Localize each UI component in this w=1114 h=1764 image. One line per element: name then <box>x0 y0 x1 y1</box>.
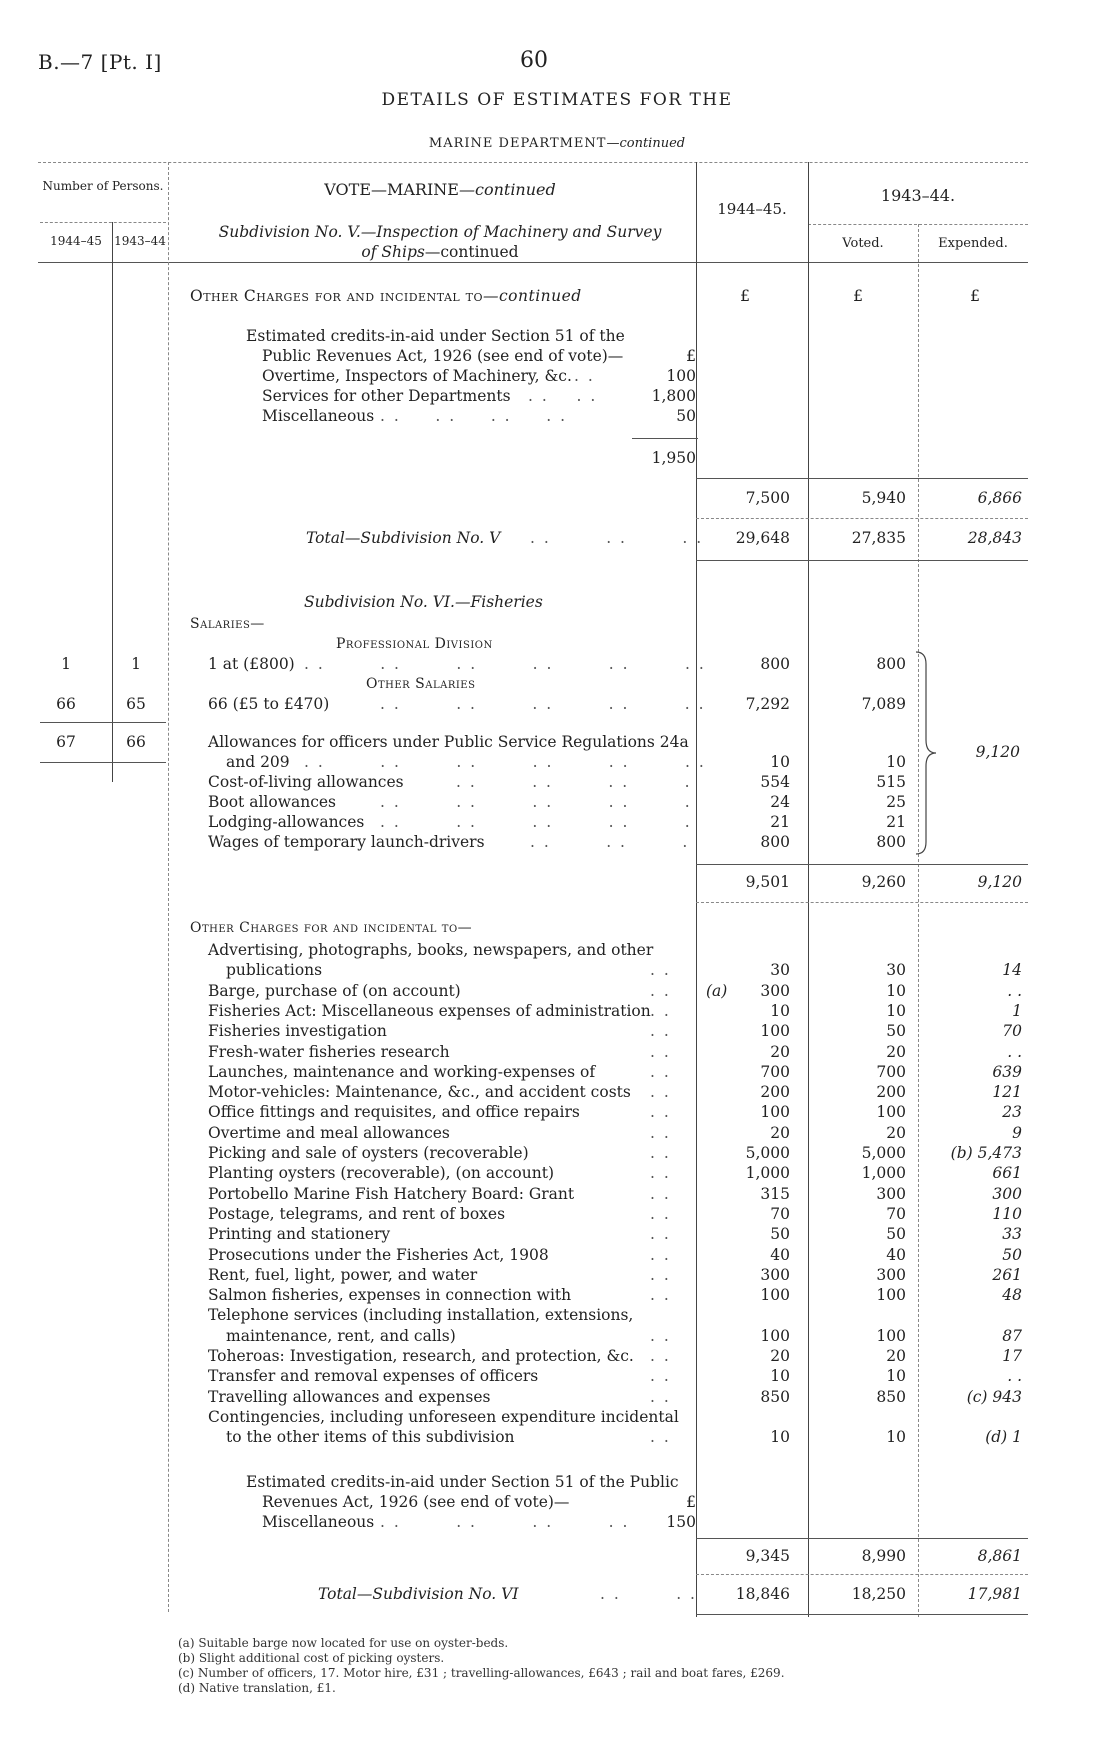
leader-dots: . . <box>650 1083 671 1102</box>
leader-dots: . . <box>650 1204 671 1223</box>
expended-header: Expended. <box>938 236 1008 251</box>
total-bottom-rule <box>696 560 1028 561</box>
header-top-rule <box>38 162 1028 163</box>
charge-1944: 300 <box>760 981 790 1000</box>
department-heading: MARINE DEPARTMENT—continued <box>428 136 686 151</box>
charge-item-label: Transfer and removal expenses of officers <box>208 1367 539 1386</box>
charges-total-rule <box>696 1538 1028 1539</box>
leader-dots: . . <box>574 367 595 385</box>
charge-item-label: Portobello Marine Fish Hatchery Board: Grant <box>208 1184 575 1203</box>
total-subdivision-vi-voted: 18,250 <box>851 1585 906 1603</box>
charge-expended: 300 <box>992 1184 1022 1203</box>
charge-expended: 14 <box>1002 961 1022 980</box>
charges-total-expended: 8,861 <box>977 1547 1022 1565</box>
leader-dots: . . <box>650 1367 671 1386</box>
charge-expended: 17 <box>1002 1347 1022 1365</box>
credits-total: 1,950 <box>651 449 696 467</box>
credit-item-value: 100 <box>666 367 696 385</box>
charge-1944: 100 <box>760 1286 790 1305</box>
leader-dots: . . <box>650 1001 671 1020</box>
allowance-1944: 800 <box>760 833 790 851</box>
charge-item-label: publications <box>226 961 323 980</box>
vote-title: VOTE—MARINE—continued <box>324 180 556 199</box>
salaries-total-rule <box>696 864 1028 865</box>
charge-1944: 700 <box>760 1062 790 1081</box>
charge-voted: 700 <box>876 1062 906 1081</box>
page-title: DETAILS OF ESTIMATES FOR THE <box>381 90 733 110</box>
charge-voted: 30 <box>886 961 906 980</box>
leader-dots: . . . . . . . . . <box>380 813 692 831</box>
document-reference: B.—7 [Pt. I] <box>38 50 162 74</box>
allowance-voted: 10 <box>886 753 906 771</box>
charge-item-label: Printing and stationery <box>208 1225 391 1244</box>
credits-text: Public Revenues Act, 1926 (see end of vote)— <box>262 347 624 365</box>
total-rule <box>696 1574 1028 1575</box>
charge-expended: 23 <box>1002 1103 1022 1122</box>
credits-text: Estimated credits-in-aid under Section 51 of the <box>246 327 625 345</box>
persons-1943: 65 <box>126 695 146 713</box>
charge-voted: 70 <box>886 1204 906 1223</box>
charge-item-label: Postage, telegrams, and rent of boxes <box>208 1204 506 1223</box>
charge-item-label: Rent, fuel, light, power, and water <box>208 1265 478 1284</box>
allowance-voted: 800 <box>876 833 906 851</box>
credit-item-value: 1,800 <box>651 387 696 405</box>
charge-1944: 315 <box>760 1184 790 1203</box>
subdivision-v-title: Subdivision No. V.—Inspection of Machinery and Survey of Ships—continued <box>218 223 662 261</box>
charge-item-label: Fisheries investigation <box>208 1022 387 1041</box>
charge-voted: 200 <box>876 1083 906 1102</box>
charge-expended: (b) 5,473 <box>950 1144 1022 1162</box>
charge-item-label: Motor-vehicles: Maintenance, &c., and accident costs <box>208 1083 631 1102</box>
leader-dots: . . <box>650 1245 671 1264</box>
charge-1944: 20 <box>770 1347 790 1365</box>
leader-dots: . . <box>650 1144 671 1162</box>
leader-dots: . . <box>650 1387 671 1406</box>
allowance-voted: 25 <box>886 793 906 811</box>
leader-dots: . . <box>650 1225 671 1244</box>
charge-voted: 100 <box>876 1326 906 1345</box>
leader-dots: . . . . . <box>530 833 690 851</box>
charge-expended: 9 <box>1012 1123 1022 1142</box>
leader-dots: . . <box>650 1265 671 1284</box>
charge-voted: 20 <box>886 1347 906 1365</box>
charge-expended: . . <box>1007 1042 1022 1061</box>
charge-expended: 261 <box>992 1265 1022 1284</box>
credits-pound-sign: £ <box>686 1493 696 1511</box>
allowance-voted: 21 <box>886 813 906 831</box>
charge-1944: 20 <box>770 1123 790 1142</box>
allowance-label: Allowances for officers under Public Service Regulations 24a <box>208 733 689 751</box>
charges-total-voted: 5,940 <box>861 489 906 507</box>
leader-dots: . . <box>650 1103 671 1122</box>
charge-expended: 48 <box>1002 1286 1022 1305</box>
persons-1944-header: 1944–45 <box>50 234 102 248</box>
leader-dots: . . . . . . . . . . . . <box>304 655 706 673</box>
leader-dots: . . . . . . . . <box>380 407 568 425</box>
salary-1944: 7,292 <box>745 695 790 713</box>
footnote: (b) Slight additional cost of picking oysters. <box>178 1651 445 1665</box>
charge-expended: 87 <box>1002 1326 1022 1345</box>
leader-dots: . . <box>650 981 671 1000</box>
pound-sign-expended: £ <box>970 287 980 305</box>
allowance-1944: 21 <box>770 813 790 831</box>
charge-voted: 50 <box>886 1022 906 1041</box>
charge-1944: 70 <box>770 1204 790 1223</box>
footnote: (a) Suitable barge now located for use on oyster-beds. <box>178 1636 509 1650</box>
charge-voted: 300 <box>876 1265 906 1284</box>
charge-item-label: Picking and sale of oysters (recoverable) <box>208 1144 529 1162</box>
salaries-total-expended: 9,120 <box>977 873 1022 891</box>
subdivision-vi-title: Subdivision No. VI.—Fisheries <box>304 593 543 611</box>
leader-dots: . . . . . . . . <box>380 1513 630 1531</box>
leader-dots: . . . . . . . . . . . . <box>304 753 706 771</box>
year-1944-header: 1944–45. <box>717 200 787 218</box>
charge-1944: 850 <box>760 1387 790 1406</box>
persons-1944: 1 <box>61 655 71 673</box>
credits-pound-sign: £ <box>686 347 696 365</box>
total-subdivision-v-label: Total—Subdivision No. V <box>306 529 501 547</box>
salaries-total-voted: 9,260 <box>861 873 906 891</box>
charge-1944: 5,000 <box>745 1144 790 1162</box>
charge-voted: 20 <box>886 1042 906 1061</box>
charge-1944: 10 <box>770 1428 790 1447</box>
charge-expended: (d) 1 <box>985 1428 1022 1447</box>
charge-1944: 200 <box>760 1083 790 1102</box>
credit-item-label: Miscellaneous <box>262 407 375 425</box>
leader-dots: . . <box>650 1164 671 1183</box>
charge-1944: 100 <box>760 1022 790 1041</box>
credit-item-value: 50 <box>676 407 696 425</box>
total-bottom-rule <box>696 1614 1028 1615</box>
charge-item-label: maintenance, rent, and calls) <box>226 1326 456 1345</box>
charges-total-1944: 7,500 <box>745 489 790 507</box>
leader-dots: . . <box>650 1286 671 1305</box>
professional-division-heading: Professional Division <box>336 636 493 652</box>
charge-1944: 40 <box>770 1245 790 1264</box>
allowance-voted: 515 <box>876 773 906 791</box>
charge-item-label: Travelling allowances and expenses <box>208 1387 491 1406</box>
total-rule <box>696 518 1028 519</box>
charge-voted: 100 <box>876 1103 906 1122</box>
persons-total-rule <box>40 722 166 723</box>
allowance-label: Wages of temporary launch-drivers <box>208 833 485 851</box>
charge-expended: 70 <box>1002 1022 1022 1041</box>
leader-dots: . . <box>650 1042 671 1061</box>
pound-sign-voted: £ <box>853 287 863 305</box>
salaries-brace <box>914 650 944 856</box>
charge-item-label: Contingencies, including unforeseen expenditure incidental <box>208 1407 679 1426</box>
leader-dots: . . <box>650 961 671 980</box>
allowance-label: Boot allowances <box>208 793 336 811</box>
allowance-1944: 10 <box>770 753 790 771</box>
charge-item-label: Salmon fisheries, expenses in connection with <box>208 1286 572 1305</box>
salaries-total-1944: 9,501 <box>745 873 790 891</box>
charge-expended: . . <box>1007 981 1022 1000</box>
charge-expended: 110 <box>992 1204 1022 1223</box>
total-subdivision-v-1944: 29,648 <box>735 529 790 547</box>
leader-dots: . . <box>650 1062 671 1081</box>
persons-1943: 1 <box>131 655 141 673</box>
charge-expended: 121 <box>992 1083 1022 1102</box>
allowance-label: and 209 <box>226 753 290 771</box>
leader-dots: . . <box>650 1347 671 1365</box>
charge-item-label: Fisheries Act: Miscellaneous expenses of administration <box>208 1001 651 1020</box>
leader-dots: . . . . . . . . . . <box>380 695 706 713</box>
persons-header: Number of Persons. <box>42 179 164 193</box>
charge-voted: 10 <box>886 1367 906 1386</box>
charge-voted: 5,000 <box>861 1144 906 1162</box>
leader-dots: . . . . . . <box>530 529 704 547</box>
charge-voted: 10 <box>886 1001 906 1020</box>
charge-item-label: Barge, purchase of (on account) <box>208 981 461 1000</box>
charges-total-expended: 6,866 <box>977 489 1022 507</box>
leader-dots: . . . . . . . . . <box>380 793 692 811</box>
leader-dots: . . <box>650 1022 671 1041</box>
charge-voted: 300 <box>876 1184 906 1203</box>
header-bottom-rule <box>38 262 1028 263</box>
charge-voted: 850 <box>876 1387 906 1406</box>
leader-dots: . . <box>650 1428 671 1447</box>
pound-sign-1944: £ <box>740 287 750 305</box>
charge-item-label: Overtime and meal allowances <box>208 1123 450 1142</box>
charges-total-1944: 9,345 <box>745 1547 790 1565</box>
salary-voted: 800 <box>876 655 906 673</box>
allowance-1944: 554 <box>760 773 790 791</box>
allowance-label: Lodging-allowances <box>208 813 365 831</box>
other-charges-heading: Other Charges for and incidental to— <box>190 920 473 936</box>
persons-total-1944: 67 <box>56 733 76 751</box>
charge-1944: 100 <box>760 1326 790 1345</box>
salary-item-label: 66 (£5 to £470) <box>208 695 330 713</box>
charge-1944: 20 <box>770 1042 790 1061</box>
charge-expended: 661 <box>992 1164 1022 1183</box>
charge-item-label: Planting oysters (recoverable), (on account) <box>208 1164 555 1183</box>
credits-text: Revenues Act, 1926 (see end of vote)— <box>262 1493 570 1511</box>
leader-dots: . . <box>650 1123 671 1142</box>
leader-dots: . . . . <box>600 1585 697 1603</box>
charge-expended: (c) 943 <box>966 1387 1022 1406</box>
credits-subtotal-rule <box>632 438 698 439</box>
charge-expended: 639 <box>992 1062 1022 1081</box>
leader-dots: . . <box>650 1184 671 1203</box>
footnote: (c) Number of officers, 17. Motor hire, £31 ; travelling-allowances, £643 ; rail and boat fares, £269. <box>178 1666 785 1680</box>
charge-1944: 1,000 <box>745 1164 790 1183</box>
leader-dots: . . . . . . . <box>456 773 692 791</box>
salaries-expended-value: 9,120 <box>975 743 1020 761</box>
total-subdivision-vi-label: Total—Subdivision No. VI <box>318 1585 519 1603</box>
charge-item-label: Fresh-water fisheries research <box>208 1042 450 1061</box>
charge-1944: 300 <box>760 1265 790 1284</box>
credit-item-value: 150 <box>666 1513 696 1531</box>
charge-expended: . . <box>1007 1367 1022 1386</box>
charge-expended: 50 <box>1002 1245 1022 1264</box>
page-number: 60 <box>520 48 548 73</box>
salary-item-label: 1 at (£800) <box>208 655 295 673</box>
charge-item-label: to the other items of this subdivision <box>226 1428 515 1447</box>
credit-item-label: Miscellaneous <box>262 1513 375 1531</box>
charge-item-label: Toheroas: Investigation, research, and protection, &c. <box>208 1347 634 1365</box>
charge-item-label: Telephone services (including installation, extensions, <box>208 1306 634 1325</box>
allowance-1944: 24 <box>770 793 790 811</box>
charge-voted: 100 <box>876 1286 906 1305</box>
charge-item-label: Launches, maintenance and working-expenses of <box>208 1062 596 1081</box>
charge-1944: 10 <box>770 1367 790 1386</box>
credits-text: Estimated credits-in-aid under Section 51 of the Public <box>246 1473 679 1491</box>
other-salaries-heading: Other Salaries <box>366 676 476 692</box>
salary-1944: 800 <box>760 655 790 673</box>
leader-dots: . . . . <box>528 387 598 405</box>
credit-item-label: Overtime, Inspectors of Machinery, &c. <box>262 367 572 385</box>
charge-expended: 33 <box>1002 1225 1022 1244</box>
charges-total-rule <box>696 478 1028 479</box>
charge-voted: 40 <box>886 1245 906 1264</box>
persons-1944: 66 <box>56 695 76 713</box>
charge-voted: 10 <box>886 1428 906 1447</box>
charge-expended: 1 <box>1012 1001 1022 1020</box>
year-1943-header: 1943–44. <box>880 186 956 205</box>
charge-voted: 10 <box>886 981 906 1000</box>
other-charges-heading: Other Charges for and incidental to—continued <box>190 287 582 305</box>
allowance-label: Cost-of-living allowances <box>208 773 404 791</box>
persons-total-1943: 66 <box>126 733 146 751</box>
salaries-heading: Salaries— <box>190 616 265 632</box>
footnote: (d) Native translation, £1. <box>178 1681 336 1695</box>
total-subdivision-vi-expended: 17,981 <box>967 1585 1022 1603</box>
charge-footnote-marker: (a) <box>706 981 728 1000</box>
total-subdivision-v-voted: 27,835 <box>851 529 906 547</box>
charge-1944: 10 <box>770 1001 790 1020</box>
persons-subheader-rule <box>40 222 166 223</box>
charge-1944: 50 <box>770 1225 790 1244</box>
charges-total-voted: 8,990 <box>861 1547 906 1565</box>
salaries-total-bottom-rule <box>696 902 1028 903</box>
total-subdivision-v-expended: 28,843 <box>967 529 1022 547</box>
charge-1944: 100 <box>760 1103 790 1122</box>
charge-voted: 1,000 <box>861 1164 906 1183</box>
voted-header: Voted. <box>842 236 884 251</box>
charge-1944: 30 <box>770 961 790 980</box>
charge-item-label: Advertising, photographs, books, newspapers, and other <box>208 941 654 959</box>
credit-item-label: Services for other Departments <box>262 387 511 405</box>
persons-1943-header: 1943–44 <box>114 234 166 248</box>
salary-voted: 7,089 <box>861 695 906 713</box>
charge-item-label: Prosecutions under the Fisheries Act, 1908 <box>208 1245 549 1264</box>
leader-dots: . . <box>650 1326 671 1345</box>
total-subdivision-vi-1944: 18,846 <box>735 1585 790 1603</box>
charge-item-label: Office fittings and requisites, and office repairs <box>208 1103 580 1122</box>
charge-voted: 20 <box>886 1123 906 1142</box>
charge-voted: 50 <box>886 1225 906 1244</box>
